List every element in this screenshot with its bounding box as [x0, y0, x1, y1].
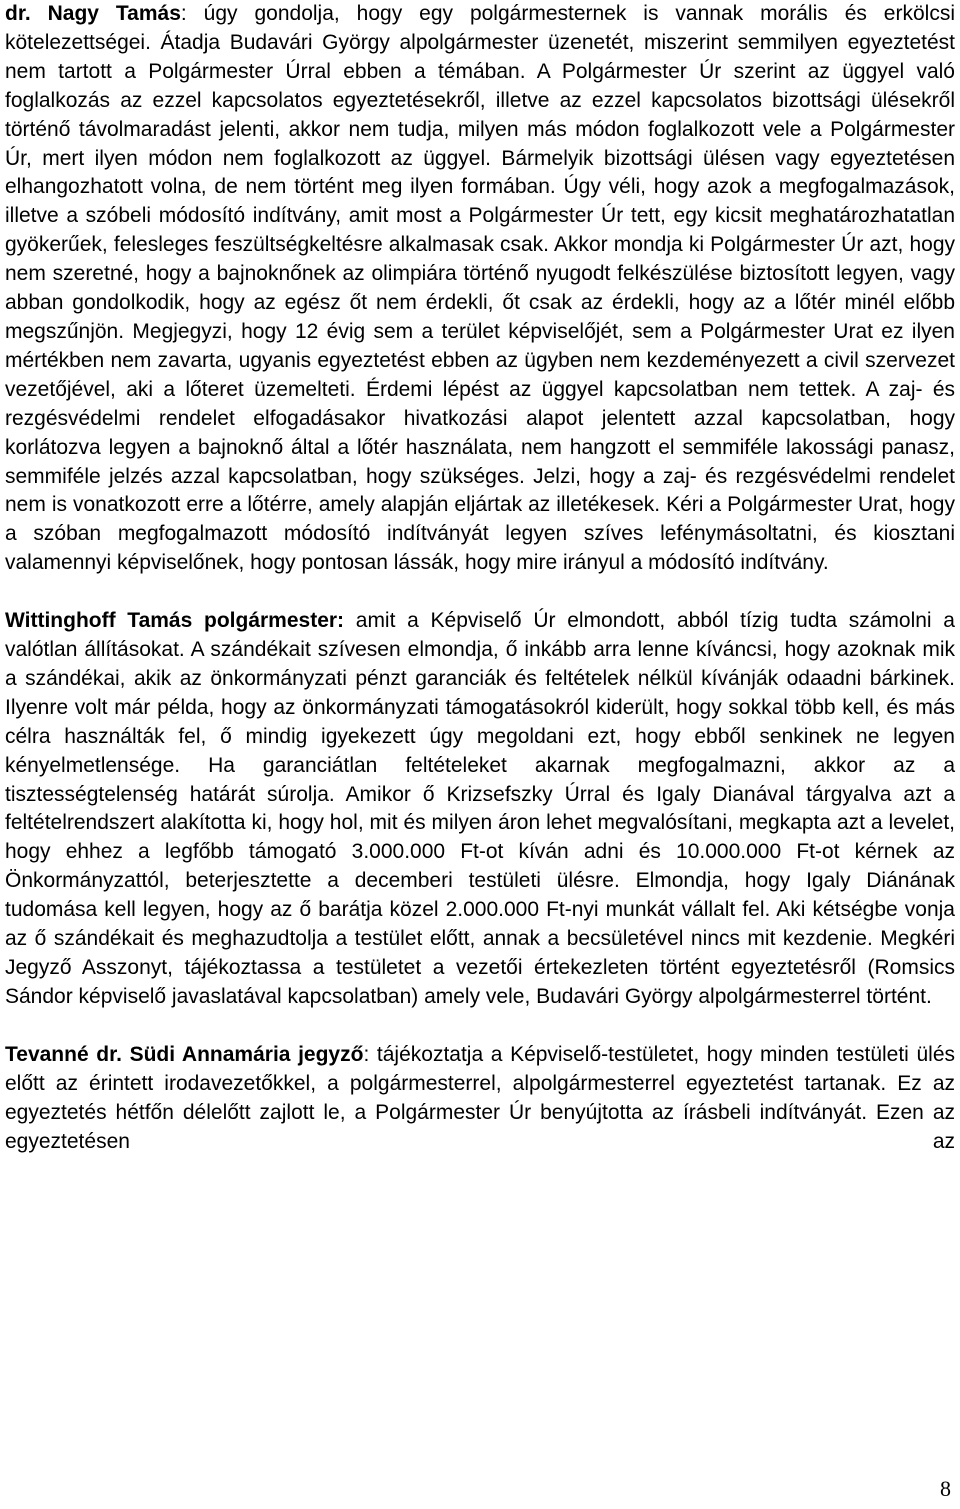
page-number: 8	[940, 1476, 951, 1501]
paragraph-jegyzo	[5, 1041, 955, 1157]
paragraph-nagy-tamas	[5, 0, 955, 578]
speaker-name: dr. Nagy Tamás	[5, 2, 181, 25]
paragraph-wittinghoff	[5, 607, 955, 1012]
speaker-name: Wittinghoff Tamás polgármester:	[5, 609, 345, 633]
paragraph-text: amit a Képviselő Úr elmondott, abból tízig tudta számolni a valótlan állításokat. A szándékait szívesen elmondja, ő inkább arra lenne kíváncsi, hogy azoknak mik a szándékai, akik az önkormányzati pénzt garanciák és feltételek nélkül kívánják odaadni bárkinek. Ilyenre volt már példa, hogy az önkormányzati támogatásokról kiderült, hogy sokkal több kell, és más célra használták fel, ő mindig igyekezett úgy megoldani ezt, hogy ebből senkinek ne legyen kényelmetlensége. Ha garanciátlan feltételeket akarnak megfogalmazni, akkor az a tisztességtelenség határát súrolja. Amikor ő Krizsefszky Úrral és Igaly Dianával tárgyalva azt a feltételrendszert alakította ki, hogy hol, mit és milyen áron lehet megvalósítani, megkapta azt a levelet, hogy ehhez a legfőbb támogató 3.000.000 Ft-ot kíván adni és 10.000.000 Ft-ot kérnek az Önkormányzattól, beterjesztette a decemberi testületi ülésre. Elmondja, hogy Igaly Diánának tudomása kell legyen, hogy az ő barátja közel 2.000.000 Ft-nyi munkát vállalt fel. Aki kétségbe vonja az ő szándékait és meghazudtolja a testület előtt, annak a becsületével nincs mit kezdenie. Megkéri Jegyző Asszonyt, tájékoztassa a testületet a vezetői értekezleten történt egyeztetésről (Romsics Sándor képviselő javaslatával kapcsolatban) amely vele, Budavári György alpolgármesterrel történt.	[5, 609, 955, 1008]
speaker-name: Tevanné dr. Südi Annamária jegyző	[5, 1042, 364, 1066]
paragraph-text: : tájékoztatja a Képviselő-testületet, hogy minden testületi ülés előtt az érintett irodavezetőkkel, a polgármesterrel, alpolgármesterrel egyeztetést tartanak. Ez az egyeztetés hétfőn délelőtt zajlott le, a Polgármester Úr benyújtotta az írásbeli indítványát. Ezen az egyeztetésen az	[5, 1042, 955, 1153]
paragraph-text: : úgy gondolja, hogy egy polgármesternek is vannak morális és erkölcsi kötelezettségei. Átadja Budavári György alpolgármester üzenetét, miszerint semmilyen egyeztetést nem tartott a Polgármester Úrral ebben a témában. A Polgármester Úr szerint az üggyel való foglalkozás az ezzel kapcsolatos egyeztetésekről, illetve az ezzel kapcsolatos bizottsági ülésekről történő távolmaradást jelenti, akkor nem tudja, milyen más módon foglalkozott vele a Polgármester Úr, mert ilyen módon nem foglalkozott az üggyel. Bármelyik bizottsági ülésen vagy egyeztetésen elhangozhatott volna, de nem történt meg ilyen formában. Úgy véli, hogy azok a megfogalmazások, illetve a szóbeli módosító indítvány, amit most a Polgármester Úr tett, egy kicsit meghatározhatatlan gyökerűek, felesleges feszültségkeltésre alkalmasak csak. Akkor mondja ki Polgármester Úr azt, hogy nem szeretné, hogy a bajnoknőnek az olimpiára történő nyugodt felkészülése biztosított legyen, vagy abban gondolkodik, hogy az egész őt nem érdekli, őt csak az érdekli, hogy az a lőtér minél előbb megszűnjön. Megjegyzi, hogy 12 évig sem a terület képviselőjét, sem a Polgármester Urat ez ilyen mértékben nem zavarta, ugyanis egyeztetést ebben az ügyben nem kezdeményezett a civil szervezet vezetőjével, aki a lőteret üzemelteti. Érdemi lépést az üggyel kapcsolatban nem tettek. A zaj- és rezgésvédelmi rendelet elfogadásakor hivatkozási alapot jelentett azzal kapcsolatban, hogy korlátozva legyen a bajnoknő által a lőtér használata, nem hangzott el semmiféle lakossági panasz, semmiféle jelzés azzal kapcsolatban, hogy szükséges. Jelzi, hogy a zaj- és rezgésvédelmi rendelet nem is vonatkozott erre a lőtérre, amely alapján eljártak az illetékesek. Kéri a Polgármester Urat, hogy a szóban megfogalmazott módosító indítványát legyen szíves lefénymásoltatni, és kiosztani valamennyi képviselőnek, hogy pontosan lássák, hogy mire irányul a módosító indítvány.	[5, 2, 955, 575]
document-page	[5, 0, 955, 1156]
